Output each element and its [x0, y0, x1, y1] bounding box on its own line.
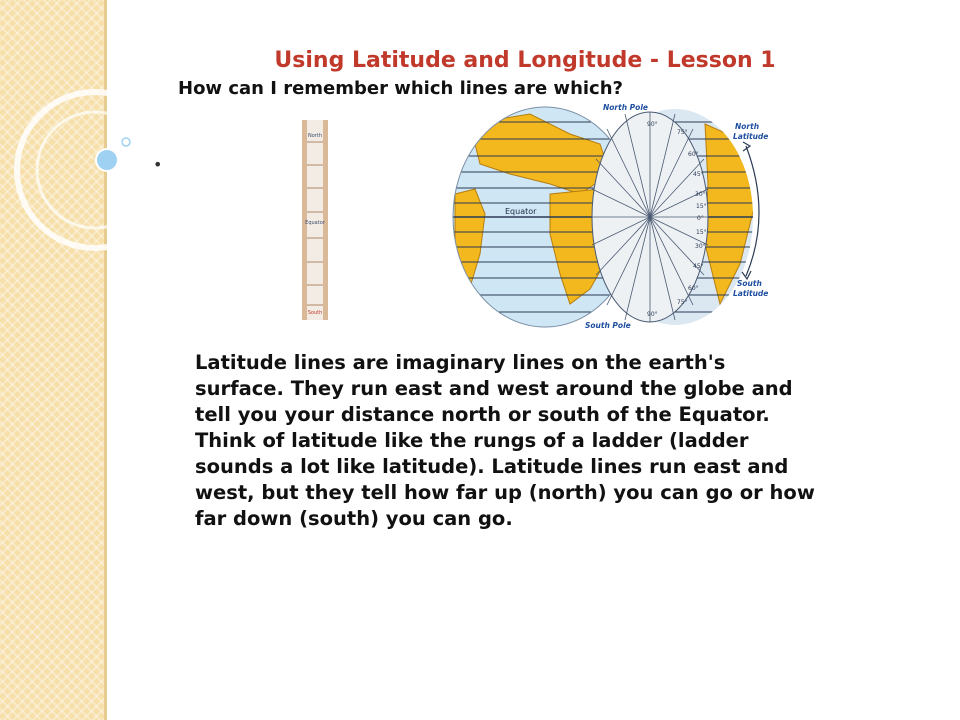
deg-label-0: 90°	[647, 121, 658, 128]
deg-label-12: 90°	[647, 311, 658, 318]
ladder-south-label: South	[307, 310, 323, 316]
slide-subtitle: How can I remember which lines are which?	[178, 78, 623, 99]
body-paragraph: Latitude lines are imaginary lines on the earth's surface. They run east and west around the globe and tell you your distance north or south of the Equator. Think of latitude like the rungs of a ladder (ladder sounds a lot like latitude). Latitude lines run east and west, but they tell how far up (north) you can go or how far down (south) you can go.	[195, 351, 815, 530]
deg-label-2: 60°	[688, 151, 699, 158]
south-latitude-label-2: Latitude	[733, 289, 769, 298]
deg-label-1: 75°	[677, 129, 688, 136]
deg-label-3: 45°	[693, 171, 704, 178]
decorative-circles	[0, 0, 200, 260]
deg-label-8: 30°	[695, 243, 706, 250]
north-latitude-label-1: North	[735, 122, 760, 131]
deg-label-11: 75°	[677, 299, 688, 306]
deg-label-4: 30°	[695, 191, 706, 198]
north-pole-label: North Pole	[603, 104, 648, 112]
deg-label-10: 60°	[688, 285, 699, 292]
latitude-globe-diagram	[450, 104, 780, 330]
ladder-north-label: North	[308, 133, 322, 139]
slide-title: Using Latitude and Longitude - Lesson 1	[274, 48, 776, 73]
blue-bubble-large	[96, 149, 118, 171]
bullet-marker: •	[153, 155, 163, 174]
deg-label-6: 0°	[697, 215, 704, 222]
deg-label-7: 15°	[696, 229, 707, 236]
globe-equator-label: Equator	[505, 207, 537, 216]
south-latitude-label-1: South	[737, 279, 762, 288]
ladder-equator-label: Equator	[305, 220, 325, 226]
deg-label-5: 15°	[696, 203, 707, 210]
ladder-image	[300, 120, 330, 320]
deg-label-9: 45°	[693, 263, 704, 270]
south-pole-label: South Pole	[585, 321, 631, 330]
north-latitude-label-2: Latitude	[733, 132, 769, 141]
blue-bubble-small	[122, 138, 130, 146]
